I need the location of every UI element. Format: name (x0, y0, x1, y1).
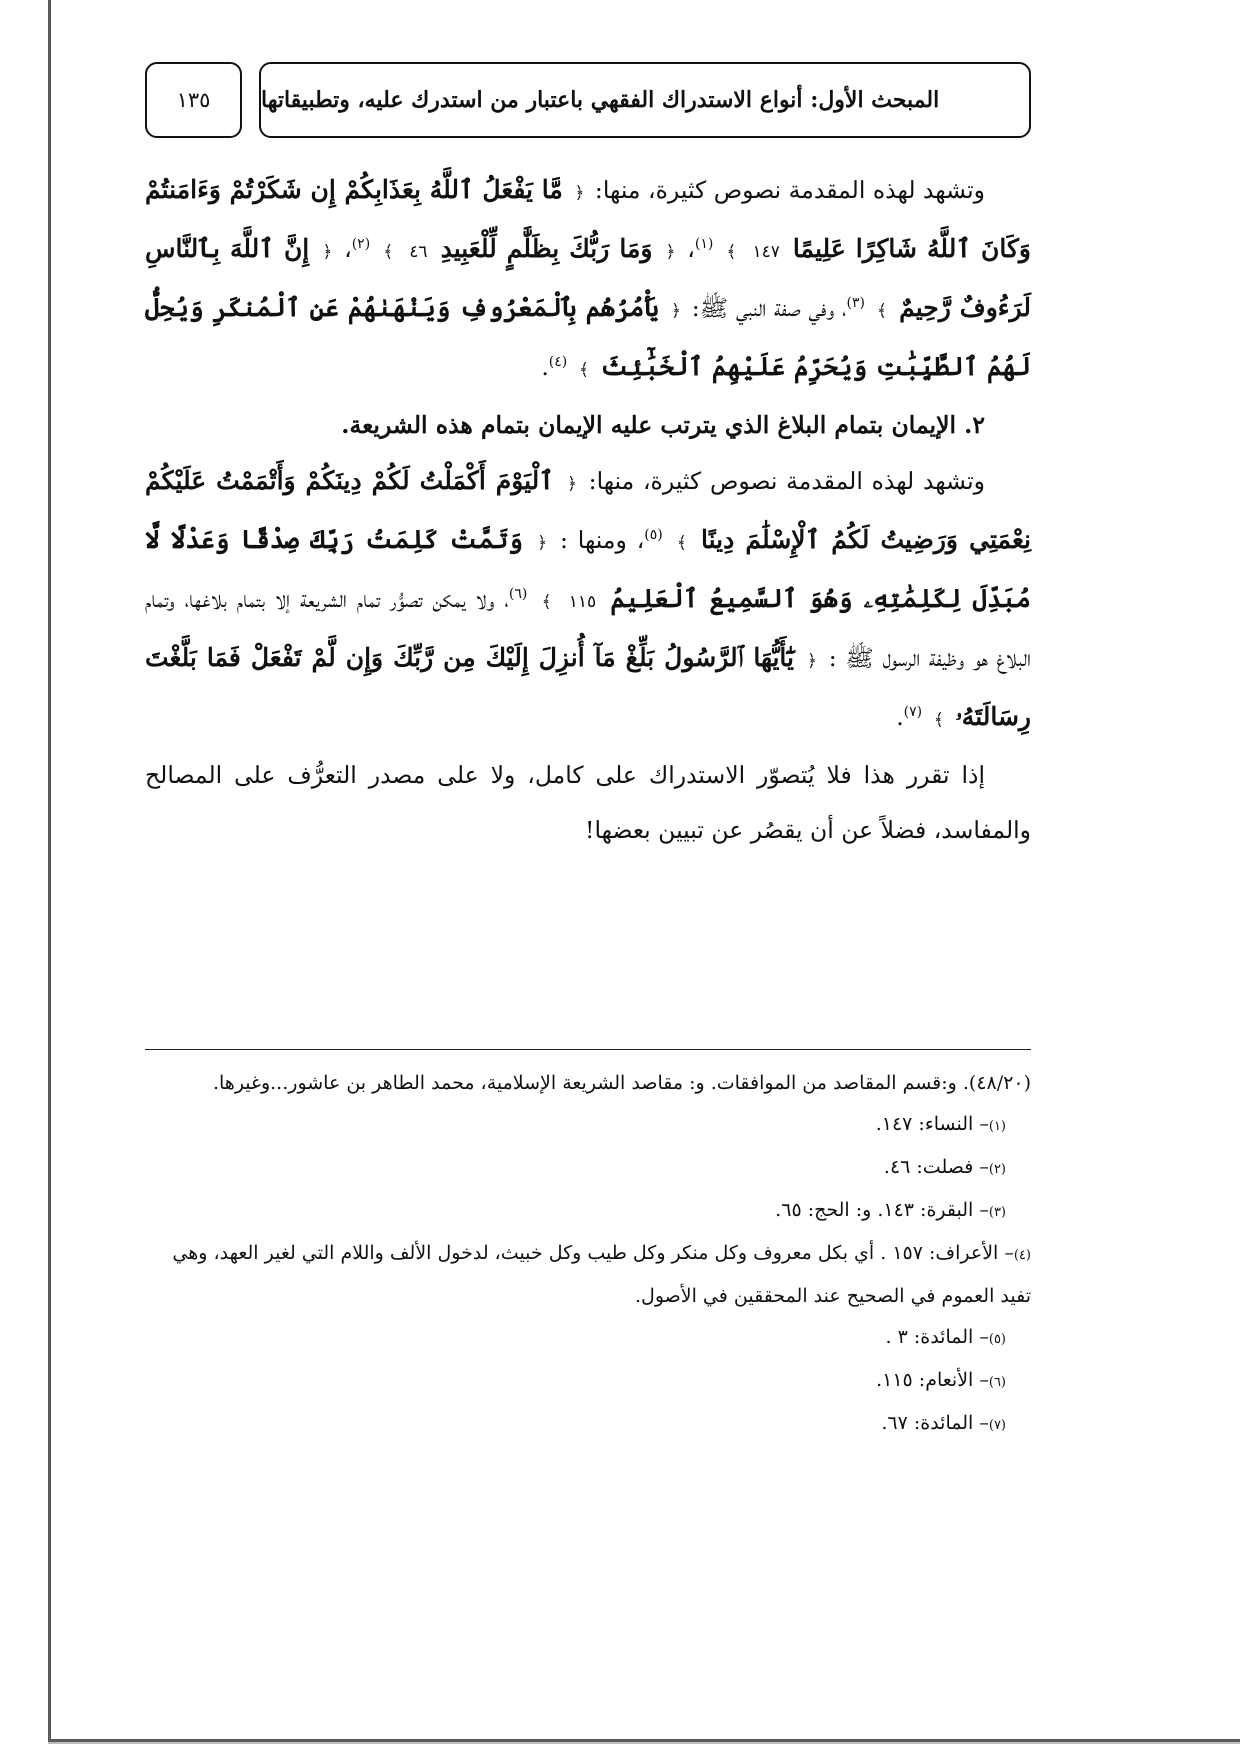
page-number: ١٣٥ (176, 88, 211, 112)
footnote-text: – فصلت: ٤٦. (883, 1156, 989, 1178)
ornament-close: ﴾ (676, 533, 687, 553)
footnote-7 (145, 1403, 1031, 1446)
footnote-4 (145, 1233, 1031, 1317)
verse-text: وَتَمَّتْ كَلِمَتُ رَبِّكَ صِدْقًا وَعَدْلًا لَّا مُبَدِّلَ لِكَلِمَٰتِهِۦ وَهُوَ ٱلسَّمِيعُ ٱلْعَلِيمُ (145, 525, 1031, 613)
ayah-number: ١١٥ (568, 592, 597, 612)
footnote-number: (٣) (988, 1205, 1006, 1220)
footnote-ref[interactable]: (٦) (508, 586, 528, 603)
verse-text: يَٰٓأَيُّهَا ٱلرَّسُولُ بَلِّغْ مَآ أُنزِلَ إِلَيْكَ مِن رَّبِّكَ وَإِن لَّمْ تَفْعَلْ فَمَا بَلَّغْتَ رِسَالَتَهُۥ (145, 643, 1031, 731)
footnotes (145, 1063, 1031, 1446)
paragraph-2: وتشهد لهذه المقدمة نصوص كثيرة، منها: ﴿ ٱلْيَوْمَ أَكْمَلْتُ لَكُمْ دِينَكُمْ وَأَتْمَمْتُ عَلَيْكُمْ نِعْمَتِي وَرَضِيتُ لَكُمُ ٱلْإِسْلَٰمَ دِينًا ﴾ $^{(٥)}$، ومنها : ﴿ وَتَمَّتْ كَلِمَتُ رَبِّكَ صِدْقًا وَعَدْلًا لَّا مُبَدِّلَ لِكَلِمَٰتِهِۦ وَهُوَ ٱلسَّمِيعُ ٱلْعَلِيمُ ١١٥ ﴾ $^{(٦)}$، ولا يمكن تصوُّر تمام الشريعة إلا بتمام بلاغها، وتمام البلاغ هو وظيفة الرسول ﷺ : ﴿ يَٰٓأَيُّهَا ٱلرَّسُولُ بَلِّغْ مَآ أُنزِلَ إِلَيْكَ مِن رَّبِّكَ وَإِن لَّمْ تَفْعَلْ فَمَا بَلَّغْتَ رِسَالَتَهُۥ ﴾ $^{(٧)}$. (145, 466, 1031, 731)
ornament-close: ﴾ (877, 301, 888, 321)
footnote-text: – المائدة: ٦٧. (881, 1412, 989, 1434)
footnote-number: (١) (988, 1119, 1006, 1134)
footnote-5 (145, 1317, 1031, 1360)
footnote-ref[interactable]: (١) (694, 236, 714, 253)
ornament-open: ﴿ (807, 651, 817, 671)
footnote-continuation: (٤٨/٢٠). و:قسم المقاصد من الموافقات. و: مقاصد الشريعة الإسلامية، محمد الطاهر بن عاشور...وغيرها. (212, 1072, 1031, 1094)
p2-intro: وتشهد لهذه المقدمة نصوص كثيرة، منها: (579, 467, 985, 495)
verse-text: مَّا يَفْعَلُ ٱللَّهُ بِعَذَابِكُمْ إِن شَكَرْتُمْ وَءَامَنتُمْ وَكَانَ ٱللَّهُ شَاكِرًا عَلِيمًا (145, 175, 1031, 263)
footnote-separator (145, 1049, 1031, 1050)
footnote-text: – النساء: ١٤٧. (875, 1113, 989, 1135)
quran-verse-2 (370, 234, 678, 263)
page-frame-left (48, 0, 51, 1742)
running-header-title: المبحث الأول: أنواع الاستدراك الفقهي باعتبار من استدرك عليه، وتطبيقاتها (261, 87, 940, 113)
running-header (259, 62, 1031, 138)
p2-mid-1: ، ومنها : (550, 526, 645, 554)
ornament-close: ﴾ (726, 242, 737, 262)
page-number-box (145, 62, 242, 138)
footnote-ref[interactable]: (٢) (351, 236, 371, 253)
footnote-number: (٥) (988, 1332, 1006, 1347)
ayah-number: ٤٦ (409, 242, 428, 262)
paragraph-1: وتشهد لهذه المقدمة نصوص كثيرة، منها: ﴿ مَّا يَفْعَلُ ٱللَّهُ بِعَذَابِكُمْ إِن شَكَرْتُمْ وَءَامَنتُمْ وَكَانَ ٱللَّهُ شَاكِرًا عَلِيمًا ١٤٧ ﴾ $^{(١)}$، ﴿ وَمَا رَبُّكَ بِظَلَّٰمٍ لِّلْعَبِيدِ ٤٦ ﴾ $^{(٢)}$، ﴿ إِنَّ ٱللَّهَ بِٱلنَّاسِ لَرَءُوفٌ رَّحِيمٌ ﴾ $^{(٣)}$، وفي صفة النبي ﷺ: ﴿ يَأْمُرُهُم بِٱلْمَعْرُوفِ وَيَنْهَىٰهُمْ عَنِ ٱلْمُنكَرِ وَيُحِلُّ لَهُمُ ٱلطَّيِّبَٰتِ وَيُحَرِّمُ عَلَيْهِمُ ٱلْخَبَٰٓئِثَ ﴾ $^{(٤)}$. (145, 175, 1031, 381)
verse-text: إِنَّ ٱللَّهَ بِٱلنَّاسِ لَرَءُوفٌ رَّحِيمٌ (145, 234, 1031, 322)
verse-text: يَأْمُرُهُم بِٱلْمَعْرُوفِ وَيَنْهَىٰهُمْ عَنِ ٱلْمُنكَرِ وَيُحِلُّ لَهُمُ ٱلطَّيِّبَٰتِ وَيُحَرِّمُ عَلَيْهِمُ ٱلْخَبَٰٓئِثَ (145, 293, 1031, 381)
footnote-3 (145, 1190, 1031, 1233)
footnote-6 (145, 1360, 1031, 1403)
footnote-2 (145, 1147, 1031, 1190)
footnote-text: – الأنعام: ١١٥. (876, 1369, 989, 1391)
ornament-close: ﴾ (383, 242, 394, 262)
ornament-close: ﴾ (578, 360, 589, 380)
ornament-open: ﴿ (537, 533, 548, 553)
paragraph-3: إذا تقرر هذا فلا يُتصوّر الاستدراك على كامل، ولا على مصدر التعرُّف على المصالح والمفاسد، فضلاً عن أن يقصُر عن تبيين بعضها! (145, 761, 1031, 844)
footnote-number: (٧) (988, 1418, 1006, 1433)
footnote-number: (٤) (1013, 1248, 1031, 1263)
footnote-ref[interactable]: (٣) (846, 295, 865, 312)
ornament-close: ﴾ (933, 710, 944, 730)
page-frame-shadow (48, 1742, 1240, 1744)
footnote-text: – الأعراف: ١٥٧ . أي بكل معروف وكل منكر وكل طيب وكل خبيث، لدخول الألف واللام التي لغير العهد، وهي تفيد العموم في الصحيح عند المحققين في الأصول. (172, 1242, 1031, 1307)
ornament-open: ﴿ (665, 242, 676, 262)
numbered-heading-2: ٢. الإيمان بتمام البلاغ الذي يترتب عليه الإيمان بتمام هذه الشريعة. (341, 411, 985, 439)
footnote-ref[interactable]: (٤) (548, 354, 568, 371)
ornament-open: ﴿ (566, 474, 577, 494)
footnote-number: (٦) (988, 1375, 1006, 1390)
footnote-ref[interactable]: (٥) (644, 527, 663, 544)
footnote-1 (145, 1104, 1031, 1147)
ornament-open: ﴿ (671, 301, 681, 321)
ornament-open: ﴿ (574, 183, 585, 203)
verse-text: وَمَا رَبُّكَ بِظَلَّٰمٍ لِّلْعَبِيدِ (440, 234, 653, 263)
ornament-close: ﴾ (541, 592, 552, 612)
p2-mid-2: ، ولا يمكن تصوُّر تمام الشريعة إلا بتمام بلاغها، وتمام البلاغ هو وظيفة الرسول ﷺ : (145, 585, 1031, 672)
verse-text: ٱلْيَوْمَ أَكْمَلْتُ لَكُمْ دِينَكُمْ وَأَتْمَمْتُ عَلَيْكُمْ نِعْمَتِي وَرَضِيتُ لَكُمُ ٱلْإِسْلَٰمَ دِينًا (145, 466, 1031, 554)
footnote-number: (٢) (988, 1162, 1006, 1177)
footnote-ref[interactable]: (٧) (903, 704, 923, 721)
p1-mid: ، وفي صفة النبي ﷺ: (683, 294, 847, 322)
main-body (145, 162, 1031, 858)
footnote-text: – المائدة: ٣ . (885, 1326, 989, 1348)
ayah-number: ١٤٧ (752, 242, 780, 262)
p1-intro: وتشهد لهذه المقدمة نصوص كثيرة، منها: (587, 176, 985, 204)
ornament-open: ﴿ (322, 242, 333, 262)
footnote-text: – البقرة: ١٤٣. و: الحج: ٦٥. (775, 1199, 989, 1221)
